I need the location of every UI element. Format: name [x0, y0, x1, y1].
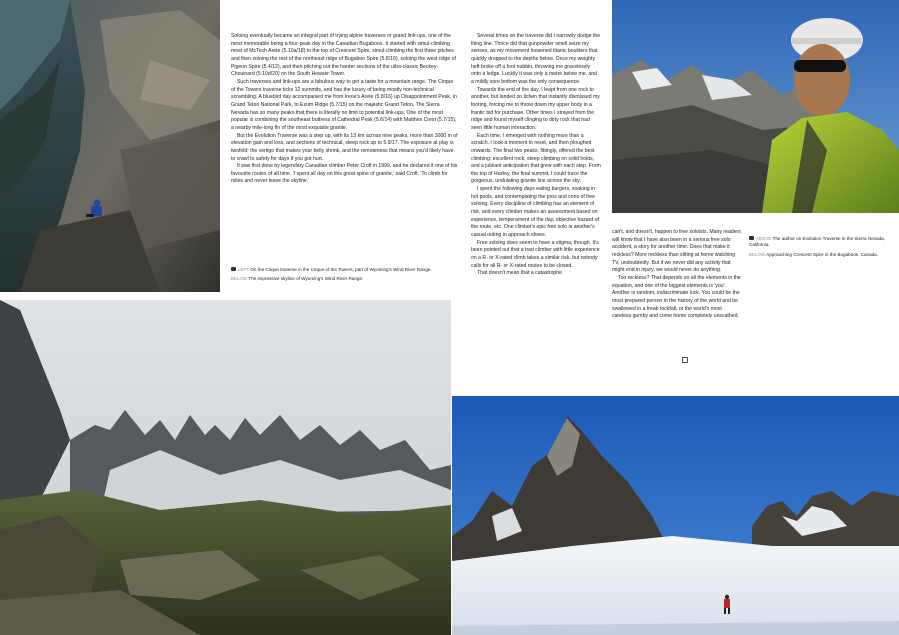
photo-captions-left — [231, 267, 458, 286]
paragraph: That doesn't mean that a catastrophe — [477, 270, 562, 277]
climber-on-granite-ridge-photo — [0, 0, 220, 292]
paragraph: Too reckless? That depends on all the elements in the equation, and one of the biggest elements is 'you'. Another is random, indiscriminate luck. You could be the most prepared person in the history of the world and be swallowed in a freak rockfall, or the world's most careless gumby and come home completely unscathed. — [612, 274, 741, 320]
paragraph: can't, and doesn't, happen to free soloists. Many readers will know that I have also been in a serious free solo accident, a story for another time. Does that make it reckless? More reckless than sitting at home watching TV, undoubtedly. But if we never did any activity that might end in injury, we would never do anything. — [612, 229, 741, 274]
wind-river-range-skyline-photo — [0, 300, 451, 635]
caption-tag: ABOVE — [756, 236, 772, 241]
paragraph: Free soloing does seem to have a stigma, though. It's been pointed out that a trad climber with little experience on a R- or X-rated climb takes a similar risk, but nobody calls for all R- or X-rated routes to be closed. — [471, 239, 600, 269]
caption-tag: LEFT — [238, 267, 250, 272]
caption-text: On the Cirque traverse in the Cirque of the Towers, part of Wyoming's Wind River Range. — [250, 267, 432, 272]
paragraph: It was first done by legendary Canadian climber Peter Croft in 1999, and he declared it one of his favourite routes of all time. 'I spent all day on this great spine of granite,' said Croft. 'To climb for miles and never leave the skyline.' — [231, 163, 458, 185]
paragraph: Several times on the traverse did I narrowly dodge the firing line. Thrice did that gunpowder smell seize my senses, as my movement loosened titanic boulders that quickly dropped to the depths below. Once my weighty heft broke off a foot nubbin, throwing me gracelessly onto a ledge. Luckily it was only a metre below me, and a mildly sore bottom was the only consequence. — [471, 33, 601, 85]
article-column-3 — [612, 229, 742, 321]
caption-text: The author on Evolution Traverse in the Sierra Nevada, California. — [749, 236, 885, 248]
article-column-2 — [471, 33, 601, 278]
paragraph: Soloing eventually became an integral part of trying alpine traverses or grand link-ups, one of the most memorable being a four-peak day in the Canadian Bugaboos. It started with simul-climbing most of McTech Arete (5.10a/18) to the top of Crescent Spire, simul-climbing the first three pitches and then soloing the rest of the northeast ridge of Bugaboo Spire (5.8/16), soloing the west ridge of Pigeon Spire (5.4/12), and then pitching out the harder sections of the ultra-classic Beckey-Chouinard (5.10d/20) on the South Howser Tower. — [231, 33, 456, 78]
caption-text: Approaching Crescent Spire in the Bugaboos, Canada. — [766, 251, 879, 257]
paragraph: I spent the following days eating burgers, soaking in hot pools, and contemplating the pros and cons of free soloing. Every discipline of climbing has an element of risk, and every climber makes an assessment based on experience, temperament of the day, objective hazard of the route, etc. One climber's epic free solo is another's casual outing in approach shoes. — [471, 186, 599, 239]
end-of-article-icon — [682, 357, 688, 363]
author-portrait-photo — [612, 0, 899, 213]
paragraph: Such traverses and link-ups are a fabulous way to get a taste for a mountain range. The Cirque of the Towers traverse ticks 12 summits, and has the luxury of being mostly non-technical scrambling. A bluebird day accompanied me from Irene's Arete (5.8/16) up Disappointment Peak, in Grand Teton National Park, to Exum Ridge (5.7/15) on the majestic Grand Teton. The Sierra Nevada has so many peaks that there is literally no limit to potential link-ups. One of the most popular is combining the southeast buttress of Cathedral Peak (5.6/14) with Matthes Crest (5.7/15), a nearby mile-long fin of the most exquisite granite. — [231, 78, 457, 131]
paragraph: But the Evolution Traverse was a step up, with its 13 km across nine peaks, more than 3000 m of elevation gain and loss, and sections of technical, steep rock up to 5.9/17. The exposure at play is twofold: the vertigo that makes your belly shrink, and the remoteness that means you'd likely have to crawl to safety for days if you got hurt. — [231, 132, 458, 162]
photo-captions-right — [749, 236, 899, 261]
caption-text: The impressive skyline of Wyoming's Wind River Range. — [248, 276, 364, 282]
caption-tag: BELOW — [231, 276, 248, 282]
paragraph: Each time, I emerged with nothing more than a scratch. I took a moment to reset, and then ploughed onwards. The final two peaks, fittingly, offered the best climbing: excellent rock, steep climbing on solid holds, and a jubilant anticipation that grew with each step. From the top of Huxley, the final summit, I could trace the gorgeous, undulating granite line across the sky. — [471, 132, 601, 185]
camera-icon — [231, 267, 236, 271]
article-column-1 — [231, 33, 458, 186]
paragraph: Towards the end of the day, I leapt from one rock to another, but landed on lichen that instantly dismissed my footing, forcing me to throw down my upper body in a frantic bid for purchase. Other times I strayed from the ridge and found myself clinging to dirty rock that had seen little human interaction. — [471, 86, 600, 131]
camera-icon — [749, 236, 754, 240]
caption-tag: BELOW — [749, 251, 766, 257]
crescent-spire-glacier-photo — [452, 396, 899, 635]
